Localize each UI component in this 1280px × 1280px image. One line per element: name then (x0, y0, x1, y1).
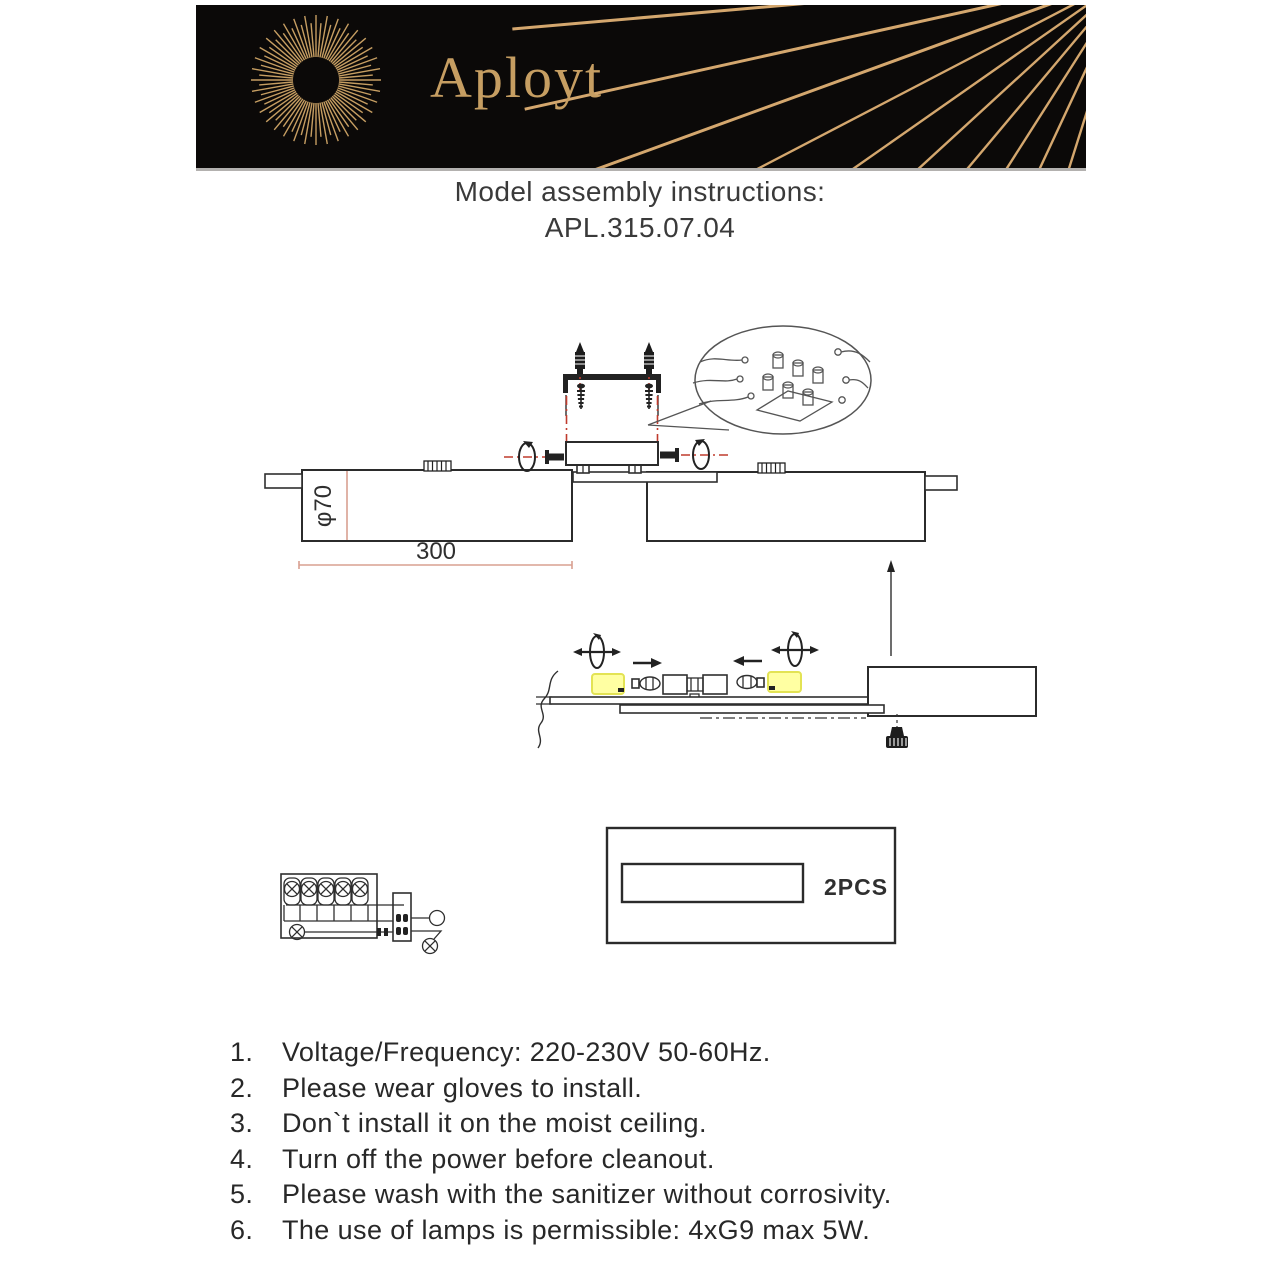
length-dimension (299, 538, 572, 569)
upper-rail (550, 697, 872, 704)
list-item (230, 1142, 1170, 1178)
socket-coupler (687, 678, 703, 691)
instructions-list (230, 1035, 1170, 1248)
page-title: Model assembly instructions: (454, 176, 826, 207)
left-end-peg (265, 474, 302, 488)
mounting-diagram (265, 326, 957, 569)
right-end-peg (925, 476, 957, 490)
item-number: 3. (230, 1108, 254, 1139)
list-item (230, 1106, 1170, 1142)
item-number: 5. (230, 1179, 254, 1210)
dim-diameter-label: φ70 (310, 484, 337, 528)
wall-anchor-right (644, 342, 654, 374)
list-item (230, 1071, 1170, 1107)
package-contents-box (607, 828, 895, 943)
dim-length-label: 300 (415, 538, 457, 565)
item-text: Please wash with the sanitizer without corrosivity. (282, 1179, 892, 1210)
rotate-symbol-left (573, 633, 621, 668)
screw-left (577, 384, 585, 409)
left-knob (424, 461, 451, 471)
wiring-diagram (281, 874, 445, 954)
mounting-plate (573, 472, 717, 482)
item-text: Please wear gloves to install. (282, 1072, 643, 1103)
lamp-installation-diagram (536, 560, 1036, 748)
locking-knob (886, 714, 908, 748)
item-text: Voltage/Frequency: 220-230V 50-60Hz. (282, 1037, 771, 1068)
up-arrow-icon (887, 560, 895, 572)
insert-arrow-right-icon (651, 658, 662, 668)
terminal-detail-bubble (648, 326, 871, 434)
canopy (566, 442, 658, 465)
wire-break-curve (538, 671, 558, 748)
item-text: The use of lamps is permissible: 4xG9 max 5W. (282, 1214, 871, 1245)
lower-rail (620, 705, 884, 713)
bulb-right (737, 676, 764, 689)
socket-right (703, 675, 727, 694)
side-screw-left (504, 441, 564, 471)
bulb-left (632, 677, 660, 690)
neutral-symbol (430, 911, 445, 926)
item-number: 4. (230, 1143, 254, 1174)
list-item (230, 1213, 1170, 1249)
list-item (230, 1177, 1170, 1213)
item-number: 1. (230, 1037, 254, 1068)
fixture-box (281, 874, 377, 938)
model-number: APL.315.07.04 (544, 212, 736, 243)
item-text: Don`t install it on the moist ceiling. (282, 1108, 707, 1139)
item-number: 2. (230, 1072, 254, 1103)
insert-arrow-left-icon (733, 656, 744, 666)
left-tube (302, 470, 572, 541)
lamp-symbol-output (423, 939, 438, 954)
list-item (230, 1035, 1170, 1071)
socket-left (663, 675, 687, 694)
item-text: Turn off the power before cleanout. (282, 1143, 715, 1174)
wall-anchor-left (575, 342, 585, 374)
side-screw-right (660, 439, 729, 469)
arm-tube (868, 667, 1036, 716)
quantity-label: 2PCS (823, 874, 889, 900)
terminal-block-symbol (393, 893, 411, 941)
right-knob (758, 463, 785, 473)
screw-right (645, 384, 653, 409)
glass-part-outline (622, 864, 803, 902)
item-number: 6. (230, 1214, 254, 1245)
brand-name: Aployt (430, 45, 604, 110)
rotate-symbol-right (771, 631, 819, 666)
